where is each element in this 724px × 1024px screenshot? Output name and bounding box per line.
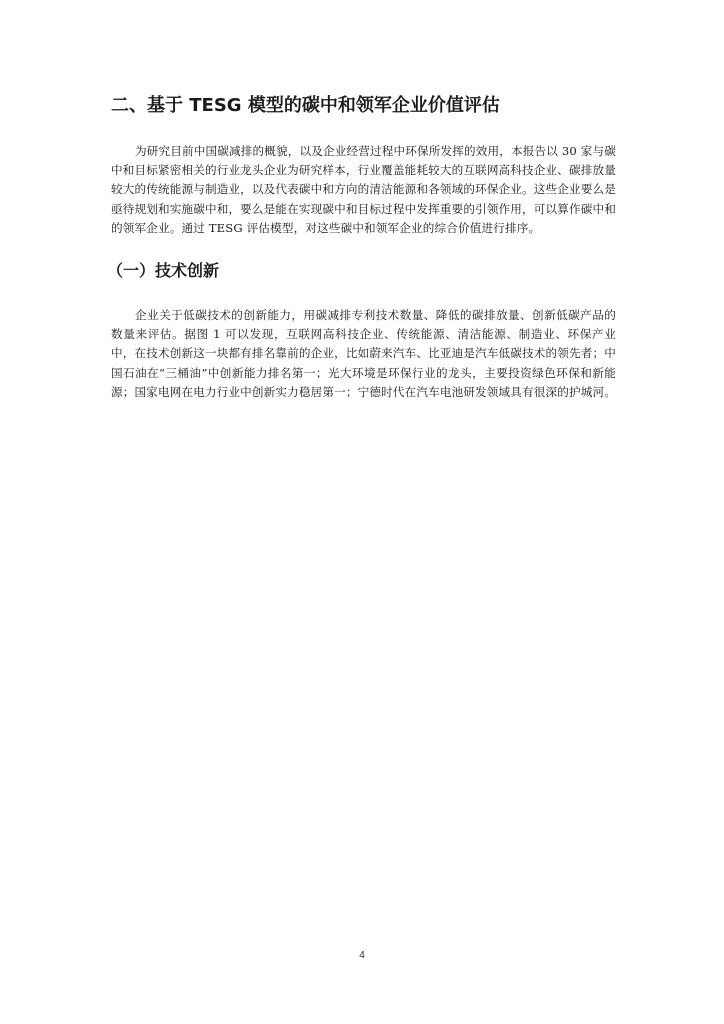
intro-paragraph: 为研究目前中国碳减排的概貌，以及企业经营过程中环保所发挥的效用，本报告以 30 家与碳中和目标紧密相关的行业龙头企业为研究样本，行业覆盖能耗较大的互联网高科技企业、碳排放量较大的传统能源与制造业，以及代表碳中和方向的清洁能源和各领域的环保企业。这些企业要么是亟待规划和实施碳中和，要么是能在实现碳中和目标过程中发挥重要的引领作用，可以算作碳中和的领军企业。通过 TESG 评估模型，对这些碳中和领军企业的综合价值进行排序。 [111, 144, 616, 235]
section-heading: 二、基于 TESG 模型的碳中和领军企业价值评估 [111, 95, 500, 116]
page-content [107, 92, 616, 402]
technology-innovation-paragraph: 企业关于低碳技术的创新能力，用碳减排专利技术数量、降低的碳排放量、创新低碳产品的数量来评估。据图 1 可以发现，互联网高科技企业、传统能源、清洁能源、制造业、环保产业中，在技术创新这一块都有排名靠前的企业，比如蔚来汽车、比亚迪是汽车低碳技术的领先者；中国石油在“三桶油”中创新能力排名第一；光大环境是环保行业的龙头，主要投资绿色环保和新能源；国家电网在电力行业中创新实力稳居第一；宁德时代在汽车电池研发领域具有很深的护城河。 [111, 308, 616, 399]
subsection-heading: （一）技术创新 [107, 261, 220, 281]
page-number: 4 [359, 950, 365, 961]
